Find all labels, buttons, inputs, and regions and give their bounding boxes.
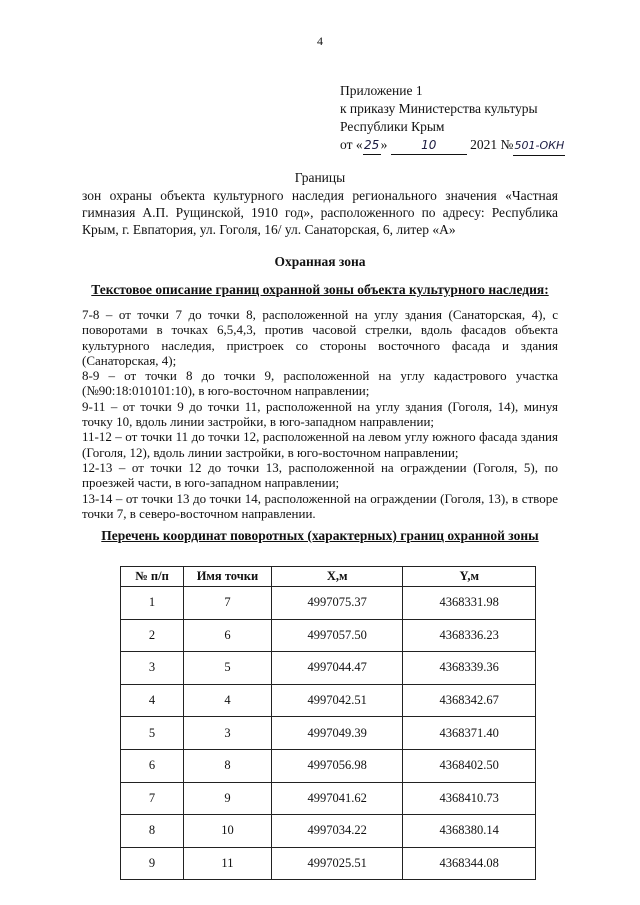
description-paragraph: 7-8 – от точки 7 до точки 8, расположенной на углу здания (Санаторская, 4), с поворотами в точках 6,5,4,3, против часовой стрелки, вдоль фасадов объекта культурного наследия, пристроек со стороны восточного фасада и здания (Санаторская, 4); — [82, 307, 558, 368]
appendix-date-line — [340, 136, 565, 156]
header-y: Y,м — [403, 567, 536, 587]
appendix-block — [340, 82, 565, 156]
boundary-description — [82, 307, 558, 521]
cell-x: 4997049.39 — [271, 717, 403, 750]
cell-x: 4997075.37 — [271, 587, 403, 620]
cell-point-name: 11 — [183, 847, 271, 880]
description-paragraph: 8-9 – от точки 8 до точки 9, расположенной на углу кадастрового участка (№90:18:010101:10), в юго-восточном направлении; — [82, 368, 558, 399]
cell-index: 7 — [121, 782, 184, 815]
cell-point-name: 7 — [183, 587, 271, 620]
cell-y: 4368344.08 — [403, 847, 536, 880]
cell-x: 4997057.50 — [271, 619, 403, 652]
cell-index: 6 — [121, 749, 184, 782]
table-row — [121, 749, 536, 782]
table-row — [121, 717, 536, 750]
table-row — [121, 847, 536, 880]
cell-y: 4368342.67 — [403, 684, 536, 717]
description-paragraph: 9-11 – от точки 9 до точки 11, расположенной на углу здания (Гоголя, 14), минуя точку 10, вдоль линии застройки, в юго-западном направлении; — [82, 398, 558, 430]
cell-index: 5 — [121, 717, 184, 750]
table-row — [121, 652, 536, 685]
description-paragraph: 13-14 – от точки 13 до точки 14, расположенной на ограждении (Гоголя, 13), в створе точки 7, в северо-восточном направлении. — [82, 490, 558, 521]
date-prefix: от « — [340, 137, 363, 152]
cell-index: 4 — [121, 684, 184, 717]
description-paragraph: 11-12 – от точки 11 до точки 12, расположенной на левом углу южного фасада здания (Гоголя, 12), вдоль линии застройки, в юго-восточном направлении; — [82, 429, 558, 460]
cell-x: 4997044.47 — [271, 652, 403, 685]
document-title: Границы — [294, 170, 346, 185]
appendix-line-3: Республики Крым — [340, 119, 445, 134]
handwritten-day: 25 — [363, 136, 381, 155]
document-subtitle: зон охраны объекта культурного наследия регионального значения «Частная гимназия А.П. Рущинской, 1910 год», расположенного по адресу: Республика Крым, г. Евпатория, ул. Гоголя, 16/ ул. Санаторская, 6, литер «А» — [82, 188, 558, 237]
description-heading: Текстовое описание границ охранной зоны объекта культурного наследия: — [91, 282, 549, 297]
coordinates-table — [120, 566, 536, 880]
cell-point-name: 6 — [183, 619, 271, 652]
header-index: № п/п — [121, 567, 184, 587]
table-row — [121, 587, 536, 620]
cell-y: 4368336.23 — [403, 619, 536, 652]
cell-y: 4368380.14 — [403, 815, 536, 848]
cell-y: 4368371.40 — [403, 717, 536, 750]
table-header-row — [121, 567, 536, 587]
cell-index: 1 — [121, 587, 184, 620]
cell-y: 4368402.50 — [403, 749, 536, 782]
header-x: X,м — [271, 567, 403, 587]
cell-x: 4997056.98 — [271, 749, 403, 782]
description-paragraph: 12-13 – от точки 12 до точки 13, расположенной на ограждении (Гоголя, 5), по проезжей части, в юго-западном направлении; — [82, 459, 558, 491]
cell-index: 8 — [121, 815, 184, 848]
cell-point-name: 9 — [183, 782, 271, 815]
cell-x: 4997042.51 — [271, 684, 403, 717]
table-row — [121, 815, 536, 848]
date-quote-close: » — [380, 137, 388, 152]
cell-y: 4368410.73 — [403, 782, 536, 815]
page-number: 4 — [317, 34, 323, 48]
cell-x: 4997041.62 — [271, 782, 403, 815]
table-row — [121, 782, 536, 815]
cell-point-name: 10 — [183, 815, 271, 848]
cell-index: 3 — [121, 652, 184, 685]
zone-heading: Охранная зона — [274, 254, 366, 269]
handwritten-month: 10 — [391, 136, 467, 155]
coordinates-heading: Перечень координат поворотных (характерных) границ охранной зоны — [101, 528, 539, 543]
cell-point-name: 8 — [183, 749, 271, 782]
cell-x: 4997034.22 — [271, 815, 403, 848]
appendix-line-1: Приложение 1 — [340, 83, 423, 98]
handwritten-order-number: 501-ОКН — [513, 137, 565, 156]
cell-point-name: 3 — [183, 717, 271, 750]
cell-y: 4368339.36 — [403, 652, 536, 685]
table-row — [121, 619, 536, 652]
cell-point-name: 4 — [183, 684, 271, 717]
table-row — [121, 684, 536, 717]
cell-index: 2 — [121, 619, 184, 652]
appendix-line-2: к приказу Министерства культуры — [340, 101, 538, 116]
cell-index: 9 — [121, 847, 184, 880]
cell-y: 4368331.98 — [403, 587, 536, 620]
cell-x: 4997025.51 — [271, 847, 403, 880]
cell-point-name: 5 — [183, 652, 271, 685]
year-and-number-label: 2021 № — [470, 137, 514, 152]
header-point-name: Имя точки — [183, 567, 271, 587]
